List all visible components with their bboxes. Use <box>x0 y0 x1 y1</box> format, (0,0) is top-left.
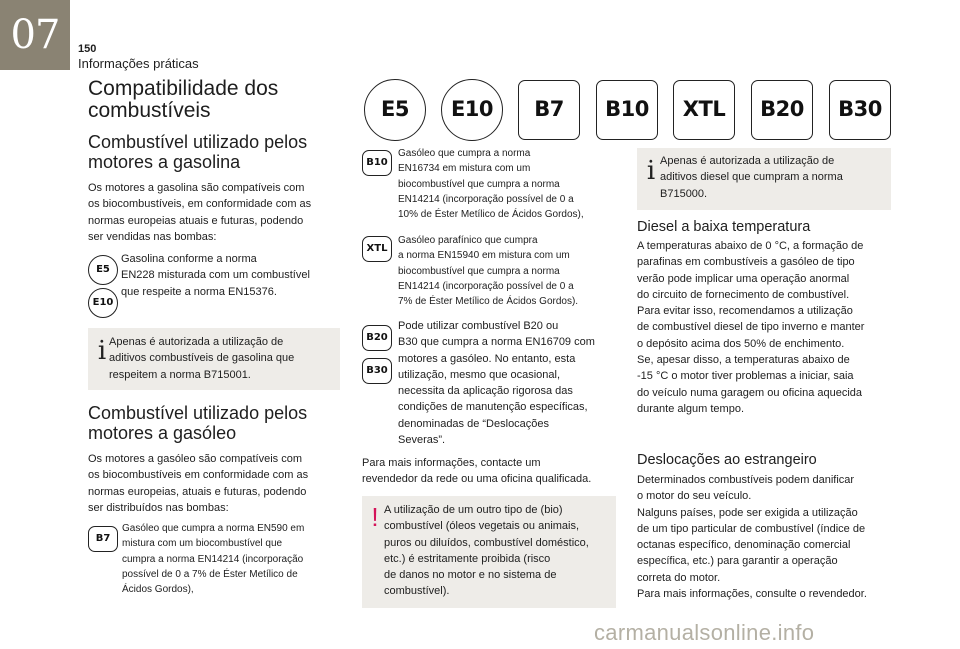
fuel-badge-b10: B10 <box>596 80 658 140</box>
warning-text: A utilização de um outro tipo de (bio) combustível (óleos vegetais ou animais, puros ou diluídos, combustível doméstico, etc.) é estritamente proibida (risco de danos no motor e no sistema de combustível). <box>384 504 589 598</box>
page-number: 150 <box>78 43 97 55</box>
diesel-heading: Combustível utilizado pelos motores a gasóleo <box>88 403 308 443</box>
fuel-badge-b7: B7 <box>518 80 580 140</box>
gasoline-item-text: Gasolina conforme a norma EN228 misturada com um combustível que respeite a norma EN15376. <box>121 253 310 298</box>
fuel-badge-e5: E5 <box>364 79 426 141</box>
xtl-badge: XTL <box>362 236 392 262</box>
watermark: carmanualsonline.info <box>594 620 815 645</box>
section-title: Informações práticas <box>78 56 199 71</box>
gasoline-heading: Combustível utilizado pelos motores a gasolina <box>88 132 308 172</box>
chapter-tab: 07 <box>0 0 70 70</box>
b20-badge: B20 <box>362 325 392 351</box>
page-title: Compatibilidade dos combustíveis <box>88 77 279 122</box>
xtl-text: Gasóleo parafínico que cumpra a norma EN15940 em mistura com um biocombustível que cumpra a norma EN14214 (incorporação possível de 0 a 7% de Éster Metílico de Ácidos Gordos). <box>398 235 579 308</box>
diesel-info-box <box>637 148 891 210</box>
b7-text: Gasóleo que cumpra a norma EN590 em mistura com um biocombustível que cumpra a norma EN14214 (incorporação possível de 0 a 7% de Éster Metílico de Ácidos Gordos), <box>122 523 305 596</box>
gasoline-info-box <box>88 328 340 390</box>
low-temp-heading: Diesel a baixa temperatura <box>637 219 811 235</box>
b10-badge: B10 <box>362 150 392 176</box>
e10-badge: E10 <box>88 288 118 318</box>
e5-badge: E5 <box>88 255 118 285</box>
low-temp-text: A temperaturas abaixo de 0 °C, a formação de parafinas em combustíveis a gasóleo de tipo verão pode implicar uma operação anormal do circuito de fornecimento de combustível. Para evitar isso, recomendamos a utilização de combustível diesel de tipo inverno e manter o depósito acima dos 50% de enchimento. Se, apesar disso, a temperaturas abaixo de -15 °C o motor tiver problemas a iniciar, saia do veículo numa garagem ou oficina aquecida durante algum tempo. <box>637 240 865 415</box>
abroad-text: Determinados combustíveis podem danificar o motor do seu veículo. Nalguns países, pode ser exigida a utilização de um tipo particular de combustível (índice de octanas específico, denominação comercial específica, etc.) para garantir a operação correta do motor. Para mais informações, consulte o revendedor. <box>637 474 867 601</box>
more-info-text: Para mais informações, contacte um revendedor da rede ou uma oficina qualificada. <box>362 457 592 486</box>
warning-icon: ! <box>371 502 379 532</box>
diesel-info-text: Apenas é autorizada a utilização de aditivos diesel que cumpram a norma B715000. <box>660 155 843 200</box>
b20-b30-text: Pode utilizar combustível B20 ou B30 que cumpra a norma EN16709 com motores a gasóleo. No entanto, esta utilização, mesmo que ocasional, necessita da aplicação rigorosa das condições de manutenção específicas, denominadas de “Deslocações Severas”. <box>398 320 595 447</box>
diesel-intro: Os motores a gasóleo são compatíveis com os biocombustíveis em conformidade com as normas europeias, atuais e futuras, podendo ser distribuídos nas bombas: <box>88 453 309 514</box>
b10-text: Gasóleo que cumpra a norma EN16734 em mistura com um biocombustível que cumpra a norma EN14214 (incorporação possível de 0 a 10% de Éster Metílico de Ácidos Gordos), <box>398 148 584 221</box>
info-icon: i <box>97 336 107 366</box>
b30-badge: B30 <box>362 358 392 384</box>
fuel-badge-b30: B30 <box>829 80 891 140</box>
b7-badge: B7 <box>88 526 118 552</box>
fuel-badge-xtl: XTL <box>673 80 735 140</box>
fuel-badge-b20: B20 <box>751 80 813 140</box>
gasoline-info-text: Apenas é autorizada a utilização de aditivos combustíveis de gasolina que respeitem a norma B715001. <box>109 336 295 381</box>
abroad-heading: Deslocações ao estrangeiro <box>637 452 817 468</box>
warning-box <box>362 496 616 608</box>
gasoline-intro: Os motores a gasolina são compatíveis com os biocombustíveis, em conformidade com as normas europeias atuais e futuras, podendo ser vendidas nas bombas: <box>88 182 312 243</box>
fuel-badge-e10: E10 <box>441 79 503 141</box>
info-icon: i <box>646 156 656 186</box>
